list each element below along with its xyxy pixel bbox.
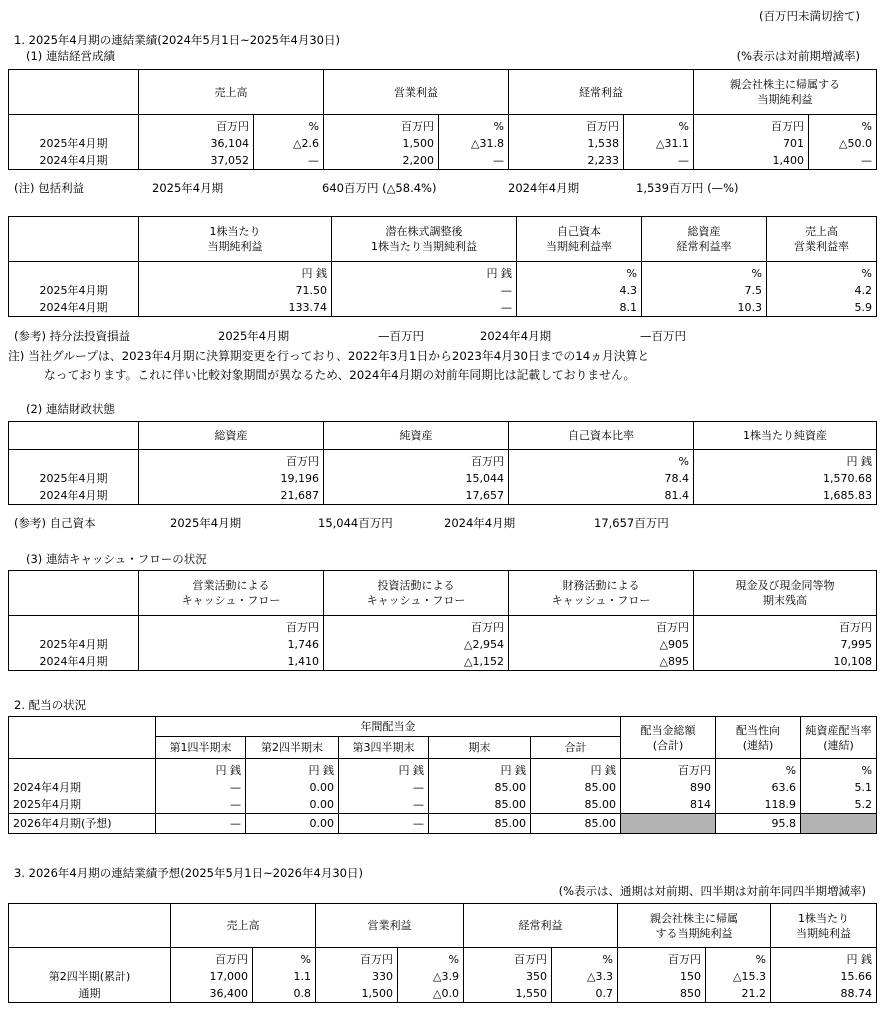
comp-income-p2: 2024年4月期 [508,181,580,195]
unit-cell: 百万円 [324,616,509,637]
unit-cell: 円 銭 [246,759,339,780]
equity-method-v2: —百万円 [640,329,686,343]
cell: 88.74 [771,985,877,1003]
unit-cell: % [642,262,767,283]
header-q3: 第3四半期末 [339,737,429,759]
unit-cell: 百万円 [694,616,877,637]
unit-cell: % [809,115,877,136]
unit-cell: 百万円 [621,759,716,780]
cell: — [254,152,324,170]
cell: 85.00 [531,796,621,814]
row-label: 2024年4月期 [9,299,139,317]
shaded-cell [801,814,877,834]
cell: 10.3 [642,299,767,317]
cash-flow-table [8,570,877,671]
cell: 5.1 [801,779,877,796]
row-label: 2025年4月期 [9,470,139,487]
cell: 1.1 [253,968,316,985]
row-label: 2024年4月期 [9,779,156,796]
header-total-dividend: 配当金総額 (合計) [621,717,716,759]
row-label: 2025年4月期 [9,282,139,299]
header-diluted-eps: 潜在株式調整後 1株当たり当期純利益 [332,217,517,262]
row-label: 2024年4月期 [9,487,139,505]
unit-cell: 百万円 [139,115,254,136]
cell: 330 [316,968,398,985]
unit-cell: 円 銭 [531,759,621,780]
header-eps: 1株当たり 当期純利益 [139,217,332,262]
unit-cell: % [398,948,464,969]
cell: 814 [621,796,716,814]
table-row [9,653,877,671]
unit-cell: 百万円 [316,948,398,969]
cell: 0.00 [246,779,339,796]
row-label: 通期 [9,985,171,1003]
header-ord-profit: 経常利益 [509,70,694,115]
row-label: 2024年4月期 [9,152,139,170]
unit-cell: % [624,115,694,136]
cell: 1,538 [509,135,624,152]
unit-cell: 円 銭 [429,759,531,780]
cell: 85.00 [429,779,531,796]
header-blank [9,70,139,115]
cell: 85.00 [531,814,621,834]
unit-cell: 百万円 [464,948,552,969]
cell: — [339,779,429,796]
cell: △50.0 [809,135,877,152]
table-row [9,299,877,317]
table-row [9,636,877,653]
unit-cell: 百万円 [694,115,809,136]
cell: 150 [618,968,706,985]
row-label: 2025年4月期 [9,636,139,653]
cell: — [339,796,429,814]
cell: 7.5 [642,282,767,299]
row-label: 2025年4月期 [9,796,156,814]
equity-method-p1: 2025年4月期 [218,329,290,343]
label-blank [9,948,171,969]
unit-cell: 百万円 [171,948,253,969]
header-total: 合計 [531,737,621,759]
header-blank [9,571,139,616]
cell: 1,570.68 [694,470,877,487]
cell: 2,233 [509,152,624,170]
header-investing-cf: 投資活動による キャッシュ・フロー [324,571,509,616]
unit-cell: 百万円 [139,616,324,637]
section-2-title: 2. 配当の状況 [14,698,87,712]
cell: 890 [621,779,716,796]
header-eps: 1株当たり 当期純利益 [771,904,877,948]
label-blank [9,262,139,283]
table-row [9,470,877,487]
header-op-profit: 営業利益 [324,70,509,115]
unit-cell: 円 銭 [771,948,877,969]
unit-cell: % [801,759,877,780]
forecast-row [9,814,877,834]
per-share-table [8,216,877,317]
cell: 10,108 [694,653,877,671]
cell: 85.00 [531,779,621,796]
cell: 1,685.83 [694,487,877,505]
header-year-end: 期末 [429,737,531,759]
section-1-3-title: (3) 連結キャッシュ・フローの状況 [26,552,207,566]
row-label: 2024年4月期 [9,653,139,671]
label-blank [9,115,139,136]
table-row [9,487,877,505]
table-row [9,985,877,1003]
cell: 850 [618,985,706,1003]
section-3-title: 3. 2026年4月期の連結業績予想(2025年5月1日~2026年4月30日) [14,866,363,880]
header-sales: 売上高 [139,70,324,115]
unit-cell: % [517,262,642,283]
cell: 1,746 [139,636,324,653]
unit-cell: 百万円 [618,948,706,969]
unit-cell: 百万円 [324,115,439,136]
row-label: 第2四半期(累計) [9,968,171,985]
own-capital-p1: 2025年4月期 [170,516,242,530]
unit-cell: % [716,759,801,780]
cell: △895 [509,653,694,671]
cell: 118.9 [716,796,801,814]
comp-income-v1: 640百万円 (△58.4%) [322,181,437,195]
pct-note: (%表示は対前期増減率) [736,49,860,63]
header-op-profit: 営業利益 [316,904,464,948]
cell: △2.6 [254,135,324,152]
unit-cell: % [439,115,509,136]
header-roa: 総資産 経常利益率 [642,217,767,262]
label-blank [9,450,139,471]
equity-method-p2: 2024年4月期 [480,329,552,343]
cell: 5.2 [801,796,877,814]
header-blank [9,904,171,948]
row-label: 2025年4月期 [9,135,139,152]
unit-cell: % [254,115,324,136]
cell: 4.2 [767,282,877,299]
cell: 36,104 [139,135,254,152]
header-bps: 1株当たり純資産 [694,422,877,450]
unit-cell: 円 銭 [694,450,877,471]
results-table [8,69,877,170]
cell: 1,400 [694,152,809,170]
header-net-profit: 親会社株主に帰属する 当期純利益 [694,70,877,115]
header-blank [9,217,139,262]
unit-cell: % [706,948,771,969]
cell: 63.6 [716,779,801,796]
header-doe: 純資産配当率 (連結) [801,717,877,759]
cell: △1,152 [324,653,509,671]
forecast-table [8,903,877,1003]
unit-cell: 百万円 [509,616,694,637]
cell: — [624,152,694,170]
cell: — [332,299,517,317]
header-q2: 第2四半期末 [246,737,339,759]
header-net-profit: 親会社株主に帰属 する当期純利益 [618,904,771,948]
cell: 4.3 [517,282,642,299]
cell: 0.00 [246,796,339,814]
header-operating-cf: 営業活動による キャッシュ・フロー [139,571,324,616]
cell: — [809,152,877,170]
unit-cell: 百万円 [139,450,324,471]
cell: — [156,796,246,814]
cell: 15.66 [771,968,877,985]
header-financing-cf: 財務活動による キャッシュ・フロー [509,571,694,616]
row-label: 2026年4月期(予想) [9,814,156,834]
header-total-assets: 総資産 [139,422,324,450]
cell: △15.3 [706,968,771,985]
table-row [9,282,877,299]
cell: 36,400 [171,985,253,1003]
header-cash-balance: 現金及び現金同等物 期末残高 [694,571,877,616]
cell: 85.00 [429,796,531,814]
header-ord-profit: 経常利益 [464,904,618,948]
label-blank [9,616,139,637]
header-blank [9,717,156,759]
cell: 17,000 [171,968,253,985]
cell: 71.50 [139,282,332,299]
cell: 15,044 [324,470,509,487]
section-1-2-title: (2) 連結財政状態 [26,402,115,416]
cell: △2,954 [324,636,509,653]
unit-note: (百万円未満切捨て) [759,9,860,23]
cell: — [332,282,517,299]
unit-cell: 円 銭 [339,759,429,780]
cell: — [156,814,246,834]
comp-income-p1: 2025年4月期 [152,181,224,195]
financial-position-table [8,421,877,505]
table-row [9,135,877,152]
unit-cell: 円 銭 [156,759,246,780]
table-row [9,152,877,170]
equity-method-v1: —百万円 [378,329,424,343]
cell: — [156,779,246,796]
cell: 19,196 [139,470,324,487]
cell: △31.1 [624,135,694,152]
footnote-line-1: 注) 当社グループは、2023年4月期に決算期変更を行っており、2022年3月1日から2023年4月30日までの14ヵ月決算と [8,349,650,363]
cell: 85.00 [429,814,531,834]
header-op-margin: 売上高 営業利益率 [767,217,877,262]
header-roe: 自己資本 当期純利益率 [517,217,642,262]
cell: △31.8 [439,135,509,152]
cell: △905 [509,636,694,653]
cell: 1,410 [139,653,324,671]
footnote-line-2: なっております。これに伴い比較対象期間が異なるため、2024年4月期の対前年同期比は記載しておりません。 [44,368,636,382]
cell: 17,657 [324,487,509,505]
cell: — [439,152,509,170]
unit-cell: % [552,948,618,969]
forecast-pct-note: (%表示は、通期は対前期、四半期は対前年同四半期増減率) [558,884,866,898]
cell: △3.9 [398,968,464,985]
comp-income-v2: 1,539百万円 (—%) [636,181,739,195]
cell: 0.8 [253,985,316,1003]
cell: 21,687 [139,487,324,505]
cell: △3.3 [552,968,618,985]
header-annual-dividend: 年間配当金 [156,717,621,737]
own-capital-p2: 2024年4月期 [444,516,516,530]
header-payout-ratio: 配当性向 (連結) [716,717,801,759]
cell: 350 [464,968,552,985]
cell: 37,052 [139,152,254,170]
table-row [9,968,877,985]
header-sales: 売上高 [171,904,316,948]
table-row [9,796,877,814]
cell: — [339,814,429,834]
header-equity-ratio: 自己資本比率 [509,422,694,450]
cell: 1,500 [316,985,398,1003]
label-blank [9,759,156,780]
table-row [9,779,877,796]
cell: 8.1 [517,299,642,317]
equity-method-label: (参考) 持分法投資損益 [14,329,131,343]
cell: 0.00 [246,814,339,834]
unit-cell: 円 銭 [139,262,332,283]
unit-cell: 百万円 [509,115,624,136]
unit-cell: 百万円 [324,450,509,471]
unit-cell: 円 銭 [332,262,517,283]
dividend-table [8,716,877,834]
cell: 5.9 [767,299,877,317]
cell: 1,500 [324,135,439,152]
own-capital-label: (参考) 自己資本 [14,516,96,530]
cell: 21.2 [706,985,771,1003]
cell: 81.4 [509,487,694,505]
header-blank [9,422,139,450]
cell: △0.0 [398,985,464,1003]
cell: 7,995 [694,636,877,653]
cell: 1,550 [464,985,552,1003]
cell: 78.4 [509,470,694,487]
shaded-cell [621,814,716,834]
unit-cell: % [767,262,877,283]
header-net-assets: 純資産 [324,422,509,450]
cell: 133.74 [139,299,332,317]
section-1-title: 1. 2025年4月期の連結業績(2024年5月1日~2025年4月30日) [14,33,340,47]
own-capital-v1: 15,044百万円 [318,516,393,530]
cell: 0.7 [552,985,618,1003]
header-q1: 第1四半期末 [156,737,246,759]
comp-income-label: (注) 包括利益 [14,181,85,195]
cell: 95.8 [716,814,801,834]
unit-cell: % [253,948,316,969]
cell: 701 [694,135,809,152]
cell: 2,200 [324,152,439,170]
own-capital-v2: 17,657百万円 [594,516,669,530]
unit-cell: % [509,450,694,471]
section-1-1-title: (1) 連結経営成績 [26,49,115,63]
